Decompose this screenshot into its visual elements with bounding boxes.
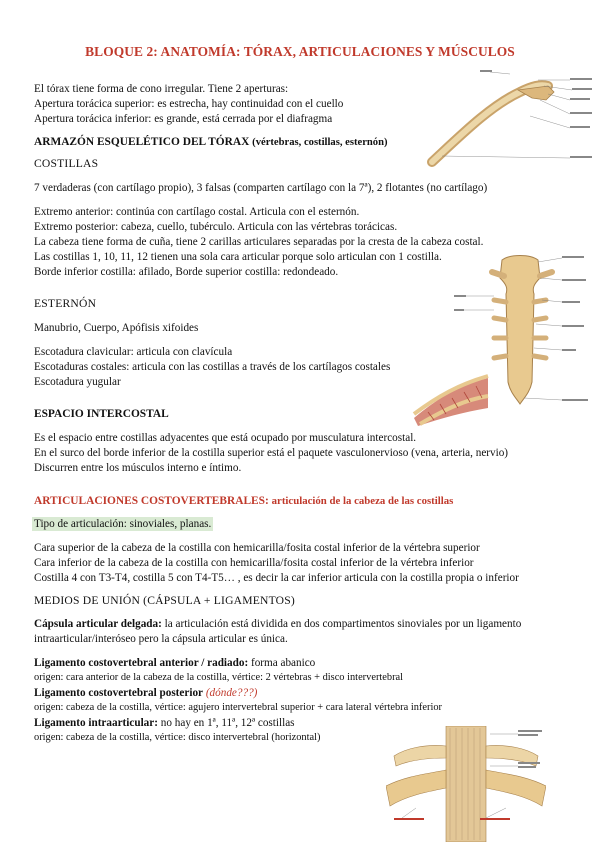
medios-heading: MEDIOS DE UNIÓN (CÁPSULA + LIGAMENTOS) — [34, 594, 295, 607]
espacio-line-2: En el surco del borde inferior de la costilla superior está el paquete vasculonervioso (vena, arteria, nervio) — [34, 447, 509, 459]
intercostal-illustration — [408, 368, 490, 426]
articulaciones-line-3: Costilla 4 con T3-T4, costilla 5 con T4-T5… , es decir la car inferior articula con la costilla propia o inferior — [34, 572, 519, 584]
lig3-text: no hay en 1ª, 11ª, 12ª costillas — [157, 717, 295, 729]
esternon-parts: Manubrio, Cuerpo, Apófisis xifoides — [34, 322, 199, 334]
intro-line-3: Apertura torácica inferior: es grande, está cerrada por el diafragma — [34, 113, 333, 125]
esternon-line-3: Escotadura yugular — [34, 376, 121, 388]
costovertebral-illustration — [386, 726, 546, 842]
lig2-line — [34, 686, 257, 700]
articulaciones-heading-main: ARTICULACIONES COSTOVERTEBRALES: — [34, 495, 269, 507]
costillas-summary: 7 verdaderas (con cartílago propio), 3 falsas (comparten cartílago con la 7ª), 2 flotantes (no cartílago) — [34, 182, 488, 194]
lig3-origin: origen: cabeza de la costilla, vértice: disco intervertebral (horizontal) — [34, 732, 321, 743]
intro-line-1: El tórax tiene forma de cono irregular. Tiene 2 aperturas: — [34, 83, 289, 95]
lig1-text: forma abanico — [248, 657, 316, 669]
armazon-heading-sub: (vértebras, costillas, esternón) — [252, 137, 388, 148]
costillas-heading: COSTILLAS — [34, 157, 99, 170]
costillas-line-1: Extremo anterior: continúa con cartílago costal. Articula con el esternón. — [34, 206, 360, 218]
espacio-line-3: Discurren entre los músculos interno e íntimo. — [34, 462, 242, 474]
costillas-line-3: La cabeza tiene forma de cuña, tiene 2 carillas articulares separadas por la cresta de la cabeza costal. — [34, 236, 484, 248]
costillas-line-5: Borde inferior costilla: afilado, Borde superior costilla: redondeado. — [34, 266, 339, 278]
tipo-highlight: Tipo de articulación: sinoviales, planas. — [34, 518, 212, 530]
lig1-line — [34, 656, 315, 670]
espacio-heading: ESPACIO INTERCOSTAL — [34, 408, 169, 420]
armazon-heading-main: ARMAZÓN ESQUELÉTICO DEL TÓRAX — [34, 136, 250, 148]
rib-illustration — [420, 66, 598, 176]
lig1-origin: origen: cara anterior de la cabeza de la costilla, vértice: 2 vértebras + disco intervertebral — [34, 672, 404, 683]
capsula-label: Cápsula articular delgada: — [34, 618, 162, 630]
lig3-line — [34, 716, 295, 730]
espacio-line-1: Es el espacio entre costillas adyacentes que está ocupado por musculatura intercostal. — [34, 432, 417, 444]
page-title: BLOQUE 2: ANATOMÍA: TÓRAX, ARTICULACIONES Y MÚSCULOS — [85, 44, 515, 59]
esternon-line-1: Escotadura clavicular: articula con clavícula — [34, 346, 233, 358]
esternon-line-2: Escotaduras costales: articula con las costillas a través de los cartílagos costales — [34, 361, 391, 373]
lig1-label: Ligamento costovertebral anterior / radiado: — [34, 657, 249, 669]
articulaciones-line-2: Cara inferior de la cabeza de la costilla con hemicarilla/fosita costal inferior de la vértebra inferior — [34, 557, 474, 569]
articulaciones-line-1: Cara superior de la cabeza de la costilla con hemicarilla/fosita costal inferior de la vértebra superior — [34, 542, 480, 554]
lig3-label: Ligamento intraarticular: — [34, 717, 158, 729]
lig2-origin: origen: cabeza de la costilla, vértice: agujero intervertebral superior + cara lateral vértebra inferior — [34, 702, 442, 713]
esternon-heading: ESTERNÓN — [34, 297, 97, 310]
capsula-line — [34, 617, 521, 631]
articulaciones-heading — [34, 494, 453, 508]
capsula-line-2: intraarticular/interóseo pero la cápsula articular es única. — [34, 633, 288, 645]
articulaciones-tipo — [34, 517, 213, 531]
lig2-label: Ligamento costovertebral posterior — [34, 687, 204, 699]
intro-line-2: Apertura torácica superior: es estrecha, hay continuidad con el cuello — [34, 98, 344, 110]
armazon-heading — [34, 135, 388, 150]
costillas-line-4: Las costillas 1, 10, 11, 12 tienen una sola cara articular porque solo articulan con 1 costilla. — [34, 251, 442, 263]
capsula-text: la articulación está dividida en dos compartimentos sinoviales por un ligamento — [161, 618, 522, 630]
costillas-line-2: Extremo posterior: cabeza, cuello, tubérculo. Articula con las vértebras torácicas. — [34, 221, 398, 233]
lig2-note: (dónde???) — [205, 687, 258, 699]
articulaciones-heading-sub: articulación de la cabeza de las costillas — [271, 495, 454, 507]
